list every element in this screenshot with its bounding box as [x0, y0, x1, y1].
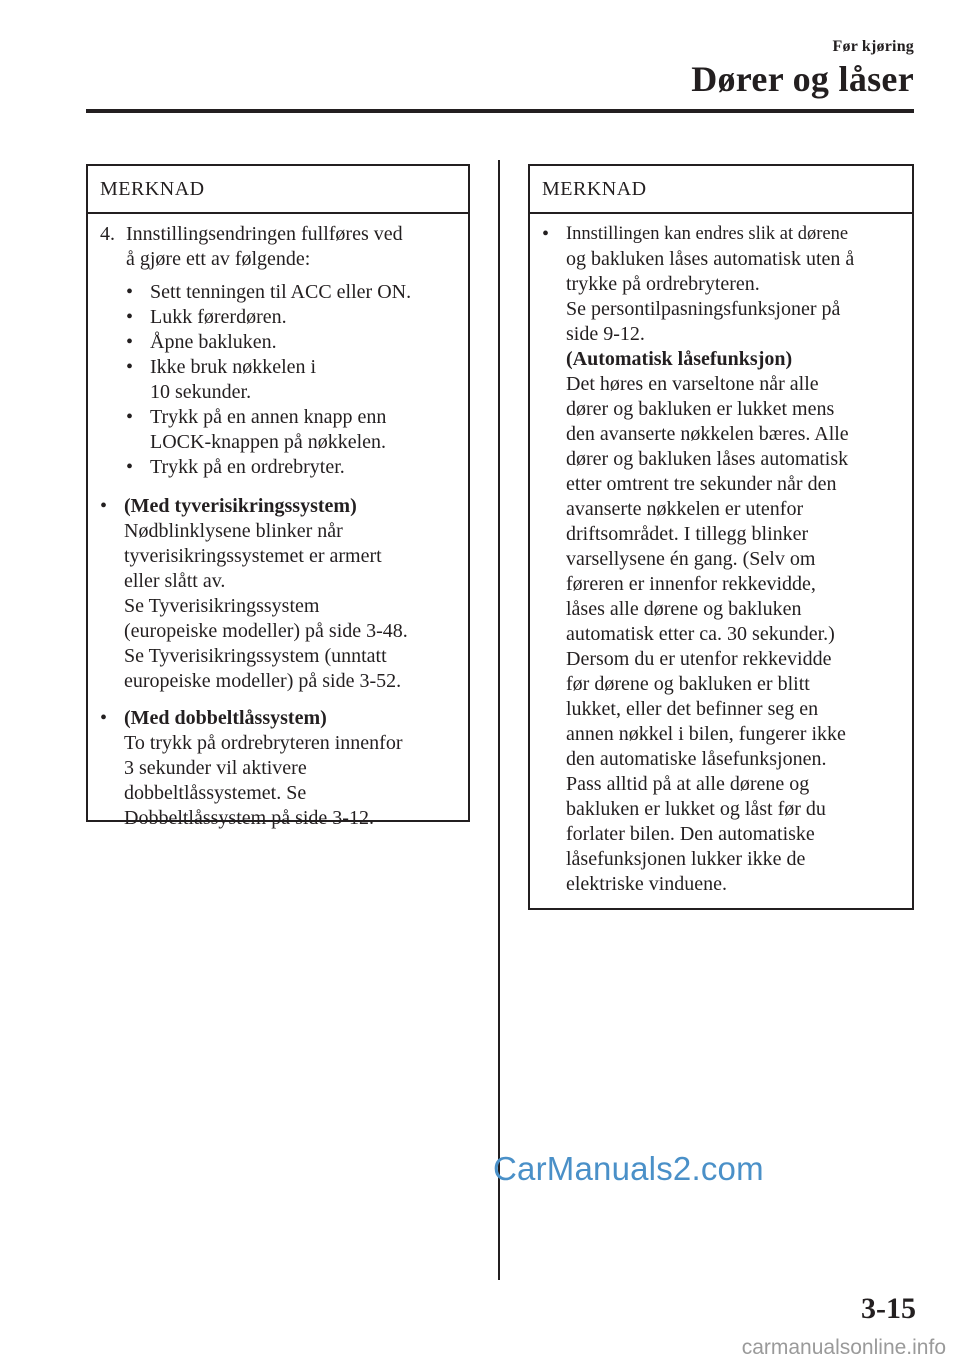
bullet-icon: • — [100, 495, 108, 517]
text-line: dobbeltlåssystemet. Se — [124, 782, 307, 804]
bullet-item-auto-lock — [542, 222, 902, 897]
text-line: Se Tyverisikringssystem — [124, 595, 320, 617]
bullet-icon: • — [126, 306, 134, 328]
item-number: 4. — [100, 223, 115, 245]
text-line: Ikke bruk nøkkelen i — [150, 356, 317, 378]
text-line: den automatiske låsefunksjonen. — [566, 748, 827, 770]
text-line: å gjøre ett av følgende: — [126, 248, 311, 270]
text-line: Innstillingen kan endres slik at dørene — [566, 224, 849, 244]
bullet-icon: • — [126, 406, 134, 428]
text-line: Lukk førerdøren. — [150, 306, 287, 328]
text-line: Nødblinklysene blinker når — [124, 520, 343, 542]
text-line: avanserte nøkkelen er utenfor — [566, 498, 804, 520]
note-body — [88, 214, 468, 831]
text-line: føreren er innenfor rekkevidde, — [566, 573, 816, 595]
text-line: Innstillingsendringen fullføres ved — [126, 223, 403, 245]
text-line: 3 sekunder vil aktivere — [124, 757, 307, 779]
text-line: side 9-12. — [566, 323, 645, 345]
text-line: driftsområdet. I tillegg blinker — [566, 523, 809, 545]
chapter-title: Dører og låser — [691, 59, 914, 99]
text-line: annen nøkkel i bilen, fungerer ikke — [566, 723, 846, 745]
text-line: Dobbeltlåssystem på side 3-12. — [124, 807, 374, 829]
text-line: Dersom du er utenfor rekkevidde — [566, 648, 832, 670]
note-box-left — [86, 164, 470, 829]
item-text — [126, 222, 403, 272]
header-rule — [86, 109, 914, 113]
column-divider — [498, 160, 500, 1280]
text-line: før dørene og bakluken er blitt — [566, 673, 810, 695]
text-line: etter omtrent tre sekunder når den — [566, 473, 837, 495]
note-box-right — [528, 164, 914, 910]
text-line: låses alle dørene og bakluken — [566, 598, 802, 620]
bullet-icon: • — [126, 281, 134, 303]
text-line: Det høres en varseltone når alle — [566, 373, 819, 395]
bullet-item-theft-deterrent — [100, 494, 458, 694]
note-title: MERKNAD — [530, 166, 912, 214]
text-line: europeiske modeller) på side 3-52. — [124, 670, 402, 692]
text-line: Trykk på en annen knapp enn — [150, 406, 387, 428]
bullet-icon: • — [126, 356, 134, 378]
text-line: automatisk etter ca. 30 sekunder.) — [566, 623, 835, 645]
sub-bullet-item — [126, 305, 458, 330]
text-line: varsellysene én gang. (Selv om — [566, 548, 816, 570]
text-line: Pass alltid på at alle dørene og — [566, 773, 810, 795]
sub-bullet-item — [126, 355, 458, 405]
text-line: låsefunksjonen lukker ikke de — [566, 848, 806, 870]
text-line: og bakluken låses automatisk uten å — [566, 248, 855, 270]
footer-watermark: carmanualsonline.info — [741, 1336, 946, 1359]
text-line: To trykk på ordrebryteren innenfor — [124, 732, 403, 754]
text-line: Se persontilpasningsfunksjoner på — [566, 298, 841, 320]
text-line: tyverisikringssystemet er armert — [124, 545, 382, 567]
sub-bullet-item — [126, 405, 458, 455]
bullet-icon: • — [126, 456, 134, 478]
sub-bullet-item — [126, 330, 458, 355]
text-line: Sett tenningen til ACC eller ON. — [150, 281, 412, 303]
page-number: 3-15 — [861, 1292, 916, 1325]
watermark-text: CarManuals2.com — [493, 1150, 764, 1187]
text-line: Åpne bakluken. — [150, 331, 277, 353]
section-label: Før kjøring — [832, 38, 914, 55]
text-line: LOCK-knappen på nøkkelen. — [150, 431, 387, 453]
text-line: lukket, eller det befinner seg en — [566, 698, 819, 720]
text-line: trykke på ordrebryteren. — [566, 273, 760, 295]
text-line: elektriske vinduene. — [566, 873, 728, 895]
sub-bullet-item — [126, 455, 458, 480]
text-line: forlater bilen. Den automatiske — [566, 823, 815, 845]
bullet-heading: (Med dobbeltlåssystem) — [124, 707, 327, 729]
note-body — [530, 214, 912, 897]
sub-bullet-list — [126, 280, 458, 480]
bullet-icon: • — [100, 707, 108, 729]
text-line: eller slått av. — [124, 570, 226, 592]
numbered-item-4 — [100, 222, 458, 272]
text-line: 10 sekunder. — [150, 381, 252, 403]
text-line: bakluken er lukket og låst før du — [566, 798, 826, 820]
bullet-item-double-lock — [100, 706, 458, 831]
sub-bullet-item — [126, 280, 458, 305]
bullet-heading: (Automatisk låsefunksjon) — [566, 348, 793, 370]
text-line: (europeiske modeller) på side 3-48. — [124, 620, 408, 642]
text-line: dører og bakluken er lukket mens — [566, 398, 835, 420]
bullet-icon: • — [126, 331, 134, 353]
text-line: den avanserte nøkkelen bæres. Alle — [566, 423, 849, 445]
note-title: MERKNAD — [88, 166, 468, 214]
bullet-heading: (Med tyverisikringssystem) — [124, 495, 357, 517]
text-line: dører og bakluken låses automatisk — [566, 448, 849, 470]
bullet-icon: • — [542, 223, 550, 245]
text-line: Se Tyverisikringssystem (unntatt — [124, 645, 387, 667]
text-line: Trykk på en ordrebryter. — [150, 456, 345, 478]
